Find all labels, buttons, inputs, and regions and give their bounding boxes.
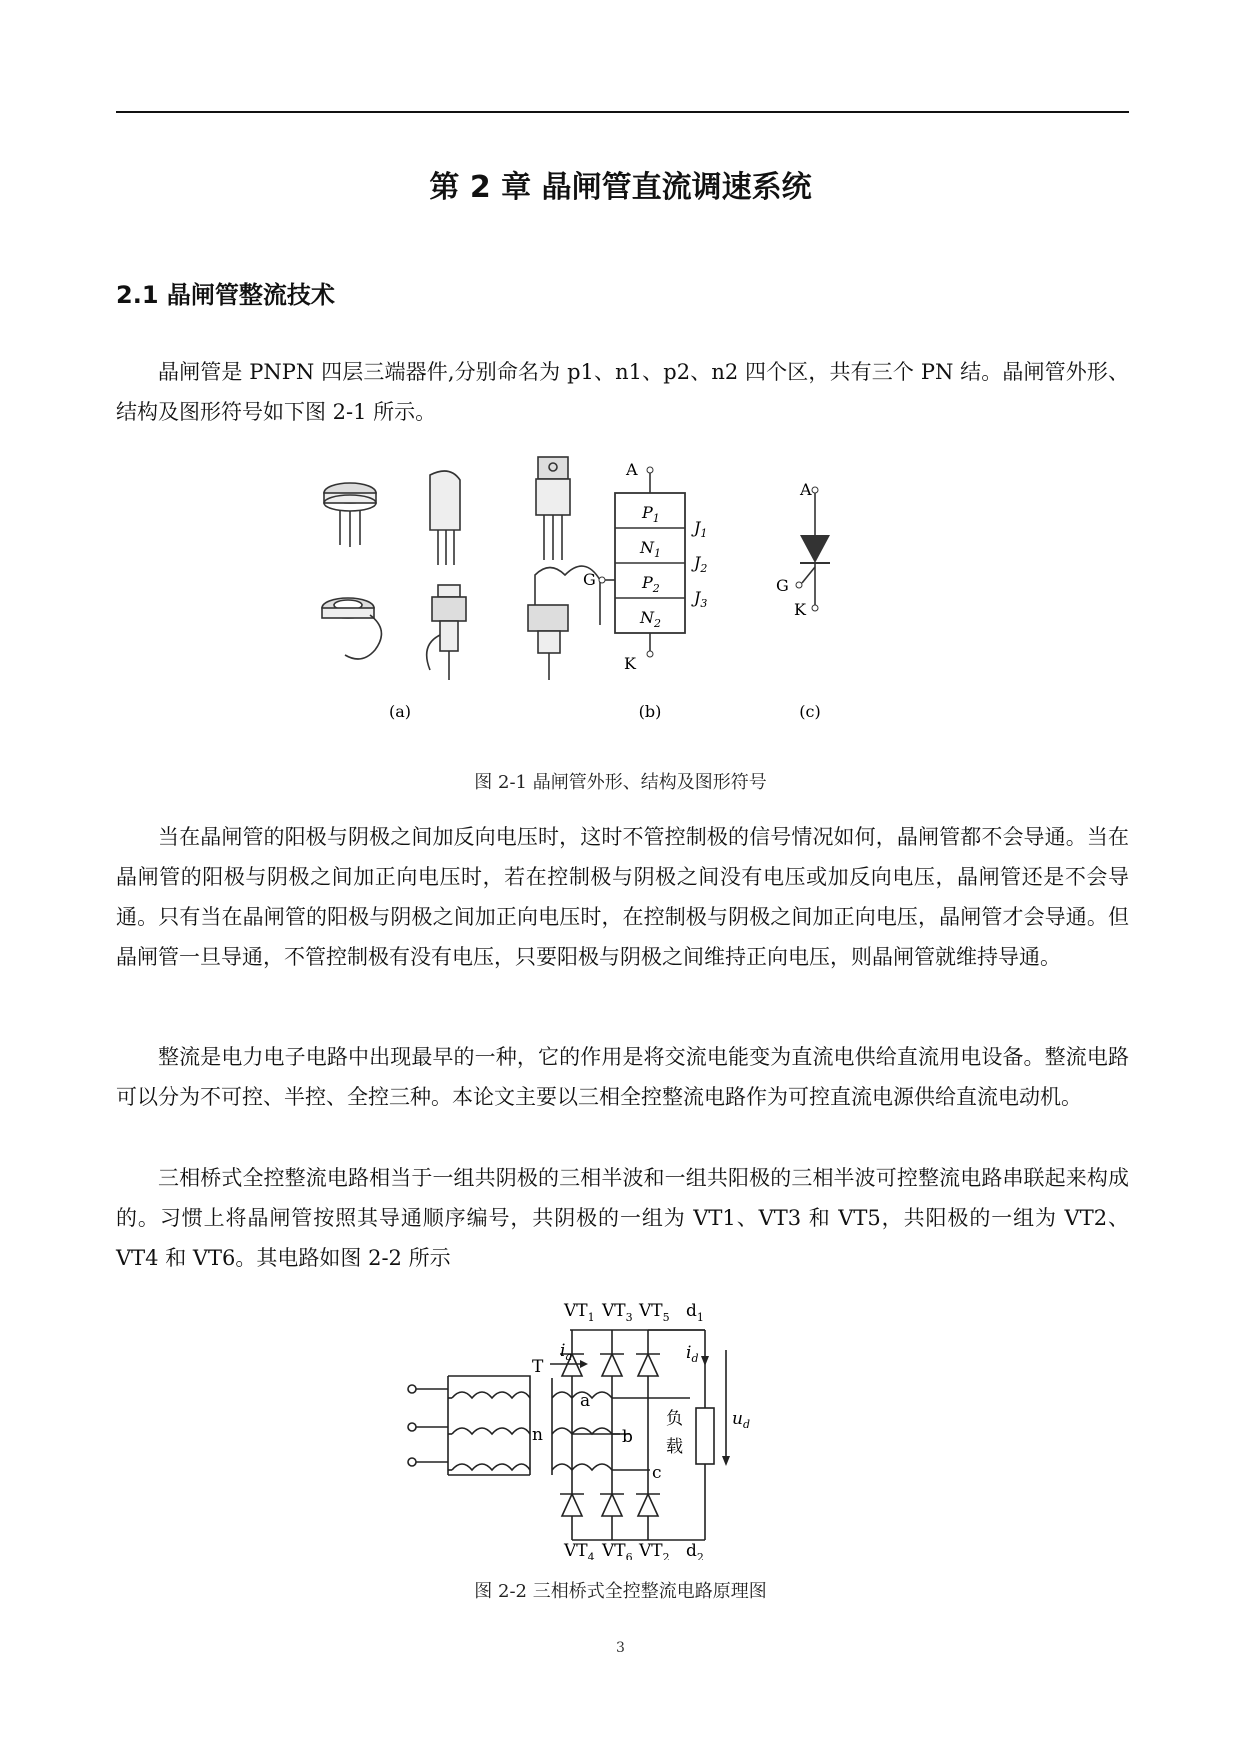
svg-text:P2: $P_2$ [642, 573, 660, 595]
load-label-1: 负 [666, 1409, 683, 1429]
transformer-label: T [532, 1357, 544, 1377]
symbol-anode-label: A [800, 480, 812, 499]
phase-b-label: b [622, 1427, 633, 1447]
fig1-sub-label-c: (c) [799, 702, 821, 721]
svg-text:VT4: $VT_4$ [564, 1541, 595, 1560]
figure-2-2-caption: 图 2-2 三相桥式全控整流电路原理图 [474, 1581, 767, 1602]
symbol-cathode-label: K [794, 600, 806, 619]
page-number: 3 [616, 1640, 625, 1656]
paragraph-4: 三相桥式全控整流电路相当于一组共阴极的三相半波和一组共阳极的三相半波可控整流电路串联起来构成的。习惯上将晶闸管按照其导通顺序编号，共阴极的一组为 VT1、VT3 和 VT5，共阳极的一组为 VT2、VT4 和 VT6。其电路如图 2-2 所示 [116, 1166, 1129, 1270]
svg-text:J1: $J_1$ [694, 518, 708, 540]
fig1-sub-label-b: (b) [638, 702, 662, 721]
bridge-thyristors [560, 1354, 660, 1516]
svg-text:N1: $N_1$ [640, 538, 661, 560]
chapter-title: 第 2 章 晶闸管直流调速系统 [429, 170, 812, 205]
structure-gate-label: G [583, 570, 596, 589]
thyristor-package-illustrations [322, 457, 600, 680]
symbol-gate-label: G [776, 576, 789, 595]
paragraph-3: 整流是电力电子电路中出现最早的一种，它的作用是将交流电能变为直流电供给直流用电设备。整流电路可以分为不可控、半控、全控三种。本论文主要以三相全控整流电路作为可控直流电源供给直流电动机。 [116, 1045, 1129, 1109]
thyristor-symbol [776, 480, 830, 619]
load-label-2: 载 [666, 1437, 683, 1457]
figure-2-1-caption: 图 2-1 晶闸管外形、结构及图形符号 [474, 772, 767, 793]
svg-text:d2: $d_2$ [686, 1541, 704, 1560]
svg-text:VT2: $VT_2$ [639, 1541, 670, 1560]
svg-text:J2: $J_2$ [694, 553, 708, 575]
figure-2-2 [390, 1290, 860, 1560]
svg-text:J3: $J_3$ [694, 588, 708, 610]
svg-text:P1: $P_1$ [642, 503, 660, 525]
structure-anode-label: A [626, 460, 638, 479]
neutral-label: n [532, 1425, 543, 1445]
figure-2-1 [300, 455, 940, 725]
svg-text:d1: $d_1$ [686, 1301, 704, 1324]
fig1-sub-label-a: (a) [388, 702, 412, 721]
phase-a-label: a [580, 1391, 591, 1411]
svg-text:ud: $u_d$ [732, 1409, 750, 1431]
svg-text:ia: $i_a$ [560, 1341, 572, 1363]
thyristor-structure [583, 460, 707, 673]
svg-text:VT3: $VT_3$ [602, 1301, 633, 1324]
paragraph-2: 当在晶闸管的阳极与阴极之间加反向电压时，这时不管控制极的信号情况如何，晶闸管都不会导通。当在晶闸管的阳极与阴极之间加正向电压时，若在控制极与阴极之间没有电压或加反向电压，晶闸管还是不会导通。只有当在晶闸管的阳极与阴极之间加正向电压时，在控制极与阴极之间加正向电压，晶闸管才会导通。但晶闸管一旦导通，不管控制极有没有电压，只要阳极与阴极之间维持正向电压，则晶闸管就维持导通。 [116, 825, 1129, 969]
paragraph-1: 晶闸管是 PNPN 四层三端器件,分别命名为 p1、n1、p2、n2 四个区，共有三个 PN 结。晶闸管外形、结构及图形符号如下图 2-1 所示。 [116, 360, 1129, 424]
svg-text:id: $i_d$ [686, 1343, 699, 1365]
phase-c-label: c [652, 1463, 662, 1483]
section-title: 2.1 晶闸管整流技术 [116, 281, 335, 309]
structure-cathode-label: K [624, 654, 636, 673]
header-rule [116, 111, 1129, 113]
svg-text:VT1: $VT_1$ [564, 1301, 595, 1324]
svg-text:N2: $N_2$ [640, 608, 661, 630]
svg-text:VT6: $VT_6$ [602, 1541, 633, 1560]
svg-text:VT5: $VT_5$ [639, 1301, 670, 1324]
